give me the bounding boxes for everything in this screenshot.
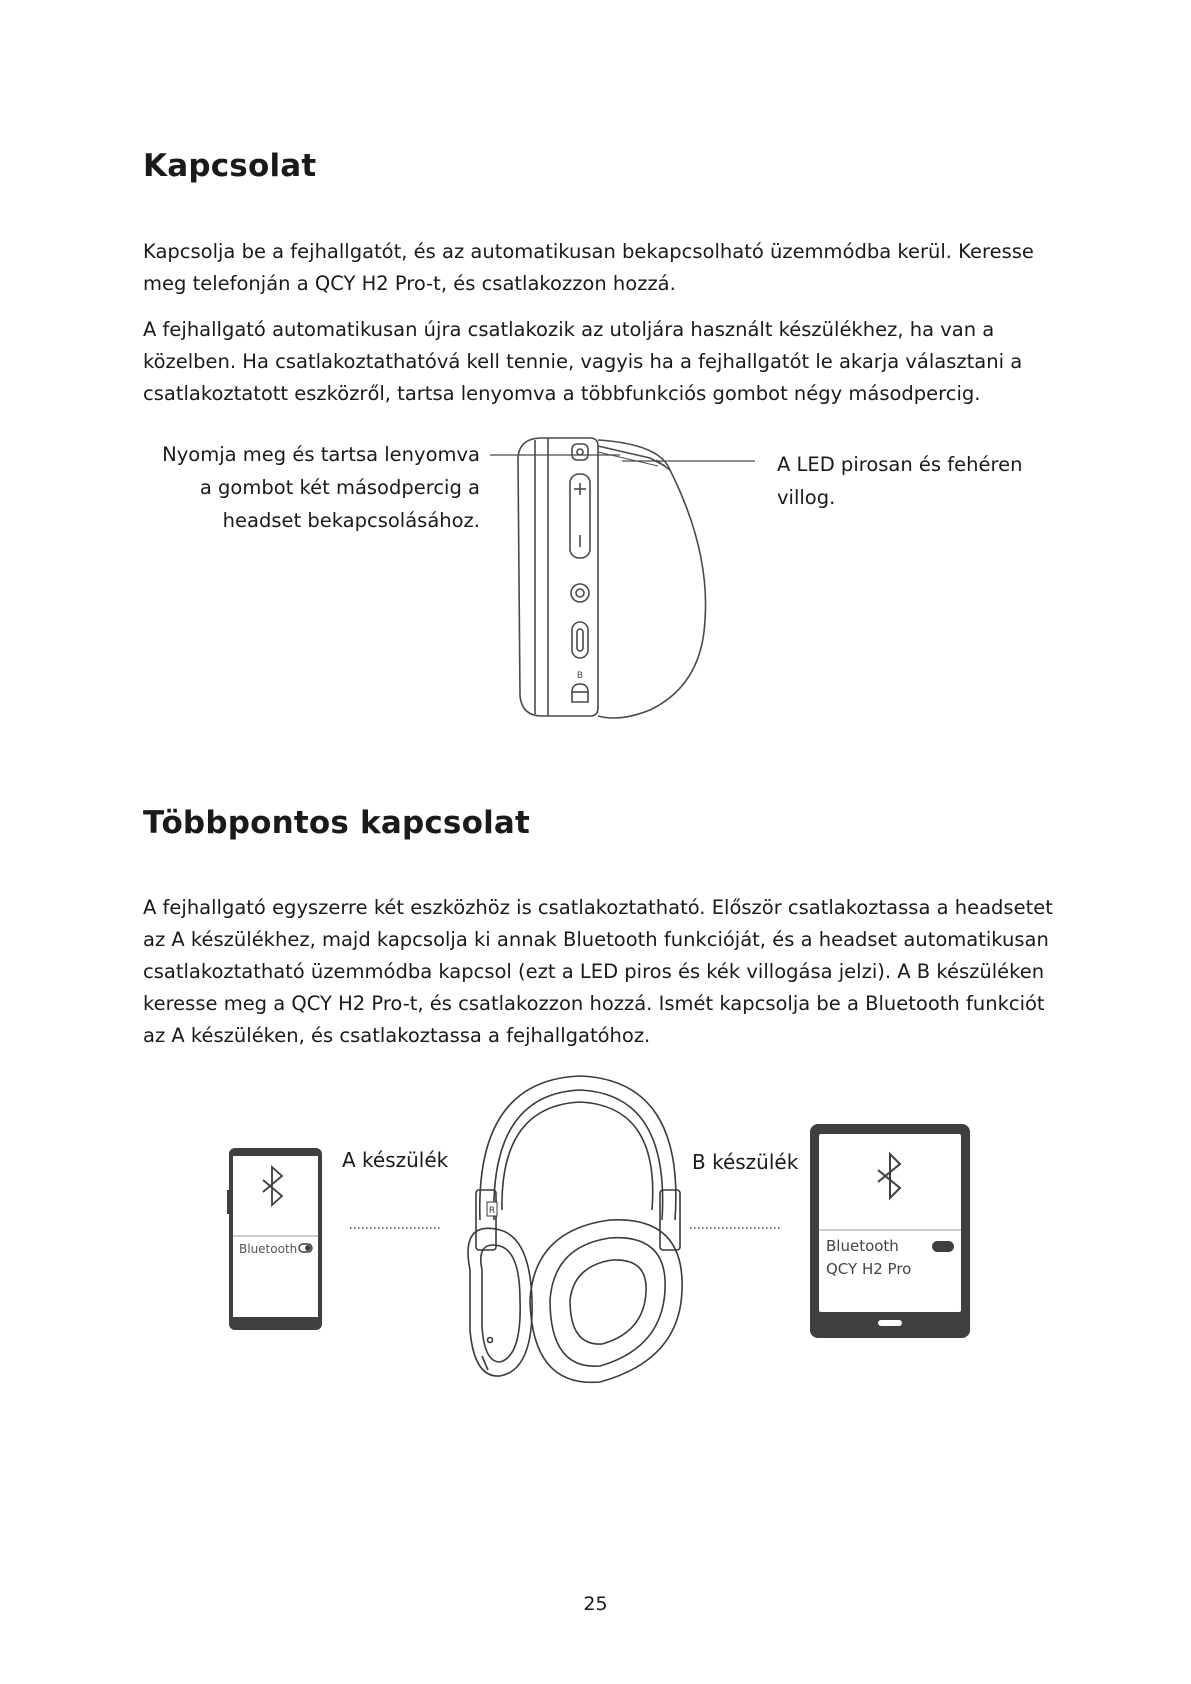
bottom-button (572, 684, 588, 702)
page-number: 25 (583, 1593, 608, 1615)
dotted-connector-b (690, 1225, 785, 1231)
paired-device-name: QCY H2 Pro (826, 1260, 912, 1278)
multipoint-text (143, 892, 1063, 1052)
callout-line: headset bekapcsolásához. (222, 509, 480, 532)
dotted-connector-a (350, 1225, 445, 1231)
paragraph: A fejhallgató automatikusan újra csatlakozik az utoljára használt készülékhez, ha van a közelben. Ha csatlakoztathatóvá kell tennie, vagyis ha a fejhallgatót le akarja választani a csatlakoztatott eszközről, tartsa lenyomva a többfunkciós gombot négy másodpercig. (143, 318, 1023, 405)
tablet-setting-label: Bluetooth (826, 1237, 899, 1255)
phone-setting-label: Bluetooth (239, 1242, 298, 1256)
paragraph: A fejhallgató egyszerre két eszközhöz is csatlakoztatható. Először csatlakoztassa a headsetet az A készülékhez, majd kapcsolja ki annak Bluetooth funkcióját, és a headset automatikusan csatlakoztatható üzemmódba kapcsol (ezt a LED piros és kék villogása jelzi). A B készüléken keresse meg a QCY H2 Pro-t, és csatlakozzon hozzá. Ismét kapcsolja be a Bluetooth funkciót az A készüléken, és csatlakoztassa a fejhallgatóhoz. (143, 896, 1053, 1047)
bluetooth-toggle-on (932, 1241, 954, 1252)
phone-device-a (228, 1148, 326, 1332)
callout-line: Nyomja meg és tartsa lenyomva (162, 443, 480, 466)
ear-cushion (598, 440, 706, 718)
device-b-label: B készülék (692, 1150, 799, 1174)
paragraph: Kapcsolja be a fejhallgatót, és az automatikusan bekapcsolható üzemmódba kerül. Keresse meg telefonján a QCY H2 Pro-t, és csatlakozzon hozzá. (143, 240, 1034, 295)
tablet-device-b (808, 1122, 974, 1342)
usb-c-port (572, 622, 588, 658)
earcup-outer (518, 438, 598, 716)
callout-led (777, 448, 1097, 514)
earcup-side-illustration (490, 430, 770, 730)
callout-line: villog. (777, 486, 836, 509)
callout-power-button (130, 438, 480, 537)
power-button (572, 444, 588, 460)
port-mark: B (576, 671, 584, 681)
audio-jack (571, 584, 589, 602)
connection-text (143, 236, 1063, 410)
section-title-multipoint: Többpontos kapcsolat (143, 805, 531, 841)
headphones-illustration (460, 1070, 700, 1390)
callout-line: A LED pirosan és fehéren (777, 453, 1023, 476)
section-title-connection: Kapcsolat (143, 148, 317, 184)
device-a-label: A készülék (342, 1148, 449, 1172)
callout-line: a gombot két másodpercig a (199, 476, 480, 499)
earcup-mark: R (488, 1206, 496, 1216)
